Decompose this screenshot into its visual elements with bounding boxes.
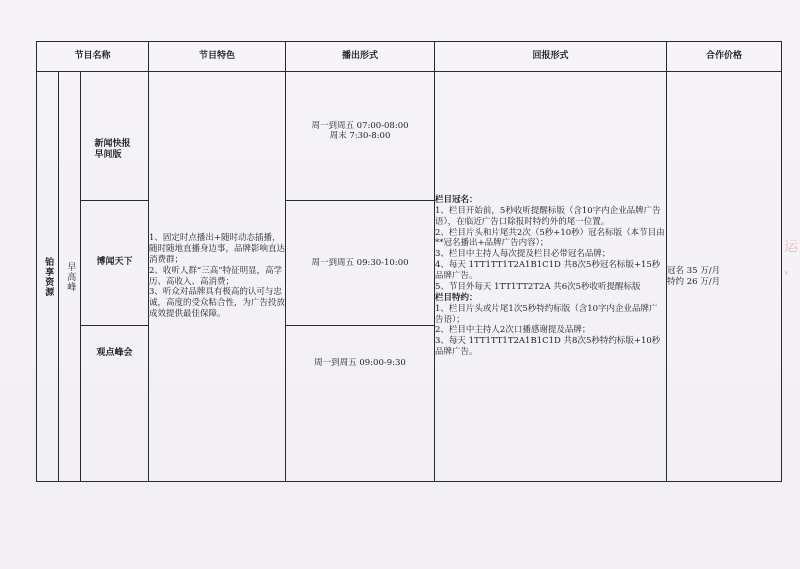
schedule-line: 周一到周五 07:00-08:00 bbox=[311, 120, 409, 131]
schedule-line: 周一到周五 09:00-9:30 bbox=[314, 358, 406, 368]
header-price: 合作价格 bbox=[667, 42, 782, 72]
program-name: 新闻快报早间版 bbox=[94, 138, 131, 161]
feature-item: 3、听众对品牌具有极高的认可与忠诚，高度的受众粘合性，为广告投放成效提供最佳保障。 bbox=[149, 287, 286, 320]
program-name-cell bbox=[81, 101, 149, 201]
feature-item: 2、收听人群“三高”特征明显，高学历、高收入、高消费； bbox=[149, 265, 283, 287]
program-name: 观点峰会 bbox=[96, 348, 133, 358]
reward-item: 1、栏目开始前，5秒收听提醒标版（含10字内企业品牌广告语），在临近广告口除报时特约外的尾一位置。 bbox=[435, 205, 661, 227]
reward-item: 3、栏目中主持人每次提及栏目必带冠名品牌； bbox=[435, 249, 611, 260]
header-broadcast: 播出形式 bbox=[286, 42, 435, 72]
schedule-cell bbox=[286, 101, 435, 201]
header-row bbox=[37, 42, 782, 72]
spacer-row bbox=[37, 72, 782, 101]
subcategory-cell bbox=[59, 72, 81, 482]
price-cell bbox=[667, 72, 782, 482]
title-sponsor-heading: 栏目冠名： bbox=[435, 194, 478, 205]
reward-cell bbox=[435, 72, 667, 482]
schedule-line: 周一到周五 09:30-10:00 bbox=[311, 257, 409, 268]
features-cell bbox=[149, 72, 286, 482]
rate-card-table bbox=[36, 41, 782, 482]
program-name-cell bbox=[81, 201, 149, 326]
header-reward: 回报形式 bbox=[435, 42, 667, 72]
reward-item: 2、栏目片头和片尾共2次（5秒+10秒）冠名标版（本节目由**冠名播出+品牌广告内容）； bbox=[435, 227, 665, 249]
header-features: 节目特色 bbox=[149, 42, 286, 72]
reward-item: 2、栏目中主持人2次口播感谢提及品牌； bbox=[435, 325, 591, 336]
schedule-line: 周末 7:30-8:00 bbox=[329, 131, 391, 142]
reward-item: 5、节目外每天 1TT1TT2T2A 共6次5秒收听提醒标版 bbox=[435, 281, 641, 292]
special-heading: 栏目特约： bbox=[435, 292, 478, 303]
feature-item: 1、固定时点播出+随时动态插播，随时随地直播身边事，品牌影响直达消费群； bbox=[149, 233, 286, 265]
reward-item: 4、每天 1TT1TT1T2A1B1C1D 共8次5秒冠名标版+15秒品牌广告。 bbox=[435, 260, 661, 282]
price-line: 冠名 35 万/月 bbox=[667, 265, 721, 276]
schedule-cell bbox=[286, 201, 435, 326]
program-name-cell bbox=[81, 326, 149, 482]
reward-item: 1、栏目片头或片尾1次5秒特约标版（含10字内企业品牌广告语）； bbox=[435, 303, 658, 325]
red-stamp-mark: 运 ， bbox=[784, 239, 798, 277]
subcategory-label: 早高峰 bbox=[65, 261, 76, 292]
schedule-cell bbox=[286, 326, 435, 482]
category-cell bbox=[37, 72, 59, 482]
header-program-name: 节目名称 bbox=[37, 42, 149, 72]
category-label: 铂享资源 bbox=[43, 256, 54, 297]
reward-item: 3、每天 1TT1TT1T2A1B1C1D 共8次5秒特约标版+10秒品牌广告。 bbox=[435, 336, 661, 358]
program-name: 博闻天下 bbox=[96, 257, 133, 268]
price-line: 特约 26 万/月 bbox=[667, 276, 721, 287]
